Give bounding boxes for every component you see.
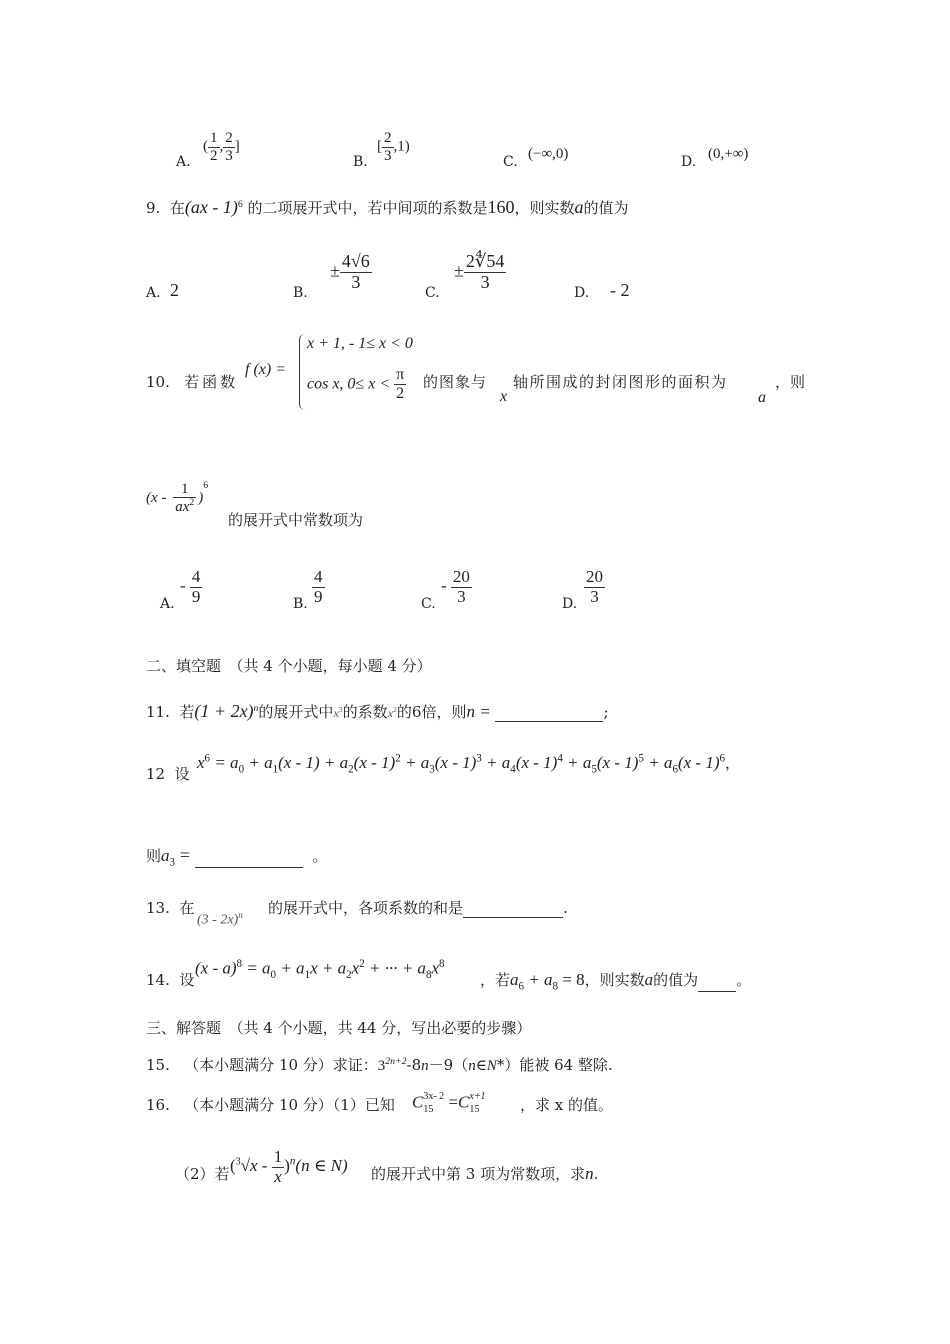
- q12-number: 12 设: [146, 765, 190, 783]
- q14-stem-2: ，若$a_6 + a_8 = 8$，则实数a的值为 。: [480, 970, 752, 993]
- q8-option-c-label: C.: [503, 154, 518, 170]
- section-2-title: 二、填空题 （共 4 个小题，每小题 4 分）: [146, 657, 432, 675]
- q10-option-b: $\frac{4}{9}$: [314, 567, 323, 606]
- q9-option-c: ± $\frac{2∜54}{3}$: [454, 251, 505, 292]
- q10-option-c: - $\frac{20}{3}$: [441, 567, 470, 606]
- q16-stem: 16. （本小题满分 10 分）（1）已知: [146, 1096, 395, 1114]
- q13-expr: (3 - 2x)$^n$: [197, 910, 243, 928]
- q10-area-var: a: [758, 389, 766, 406]
- q10-option-d-label: D.: [562, 596, 578, 612]
- q16-stem-tail: ，求 x 的值。: [520, 1096, 613, 1114]
- q14-answer-blank[interactable]: [698, 991, 736, 992]
- q16-part-2-pre: （2）若: [175, 1165, 230, 1183]
- q9-option-a-label: A.: [146, 285, 161, 301]
- q13-answer-blank[interactable]: [463, 917, 563, 918]
- q16-combination-equation: C 3x- 2 15 =C x+1 15: [412, 1091, 486, 1115]
- q14-number: 14. 设: [146, 971, 195, 989]
- q8-option-b: [ $\frac{2}{3}$ ,1): [377, 130, 410, 164]
- q10-option-d: $\frac{20}{3}$: [586, 567, 603, 606]
- q9-option-d-label: D.: [574, 285, 590, 301]
- q10-function: f (x) =: [245, 361, 286, 378]
- q16-part-2-expr: ($^3$√x - $\frac{1}{x}$ )$^n$(n ∈ N): [230, 1147, 348, 1186]
- q9-option-b-label: B.: [293, 285, 308, 301]
- q11-answer-blank[interactable]: [495, 721, 603, 722]
- q10-case-2: cos x, 0≤ x < $\frac{\pi}{2}$: [307, 366, 405, 402]
- q9-option-c-label: C.: [425, 285, 440, 301]
- q8-option-a: ( $\frac{1}{2}$ , $\frac{2}{3}$ ]: [203, 130, 240, 164]
- q10-option-a: - $\frac{4}{9}$: [180, 567, 201, 606]
- q10-brace: [299, 334, 306, 410]
- q9-stem: 9. 在(ax - 1)$^6$ 的二项展开式中，若中间项的系数是160，则实数a的值为: [146, 197, 629, 217]
- q13-stem: 13. 在: [146, 899, 195, 917]
- q10-line-2: 的展开式中常数项为: [228, 511, 364, 529]
- q9-option-d: - 2: [610, 280, 630, 300]
- q10-option-b-label: B.: [293, 596, 308, 612]
- q10-x-axis-var: x: [500, 388, 508, 405]
- q10-stem-text-2: 轴所围成的封闭图形的面积为: [513, 373, 728, 391]
- q15-stem: 15. （本小题满分 10 分）求证：$3^{2n+2}-8n-9(n\in N*)$能被 64 整除.: [146, 1056, 613, 1074]
- q16-part-2-stem: 的展开式中第 3 项为常数项，求n.: [371, 1164, 599, 1183]
- q8-option-b-label: B.: [353, 154, 368, 170]
- q10-stem-text: 的图象与: [423, 373, 488, 391]
- q8-option-d: (0,+∞): [708, 146, 749, 162]
- q8-option-d-label: D.: [681, 154, 697, 170]
- q12-answer-line: 则$a_3$ = 。: [146, 845, 328, 869]
- q10-case-1: x + 1, - 1≤ x < 0: [307, 335, 413, 352]
- q13-stem-2: 的展开式中，各项系数的和是 .: [268, 899, 568, 917]
- q8-option-c: (−∞,0): [528, 146, 569, 162]
- q9-option-a: 2: [170, 280, 179, 300]
- q9-option-b: ± $\frac{4√6}{3}$: [330, 251, 370, 292]
- q12-equation: $x^6 = a_0 + a_1(x - 1) + a_2(x - 1)^2 + a_3(x - 1)^3 + a_4(x - 1)^4 + a_5(x - 1)^5 + a_6(x - 1)^6$，: [197, 752, 741, 776]
- q10-option-a-label: A.: [160, 596, 175, 612]
- q14-equation: $(x - a)^8 = a_0 + a_1x + a_2x^2$ + ··· + $a_8x^8$: [195, 958, 445, 982]
- q8-option-a-label: A.: [176, 154, 191, 170]
- q12-answer-blank[interactable]: [195, 867, 303, 868]
- q10-tail: ，则: [775, 373, 806, 391]
- q10-number: 10. 若函数: [146, 373, 239, 391]
- section-3-title: 三、解答题 （共 4 个小题，共 44 分，写出必要的步骤）: [146, 1019, 532, 1037]
- q10-option-c-label: C.: [421, 596, 436, 612]
- q10-expansion-expr: (x - $\frac{1}{ax^2}$ )$^6$: [146, 480, 209, 515]
- q11-stem: 11. 若$(1 + 2x)^n$的展开式中$x^3$的系数$x^2$的6倍，则n = ;: [146, 701, 609, 721]
